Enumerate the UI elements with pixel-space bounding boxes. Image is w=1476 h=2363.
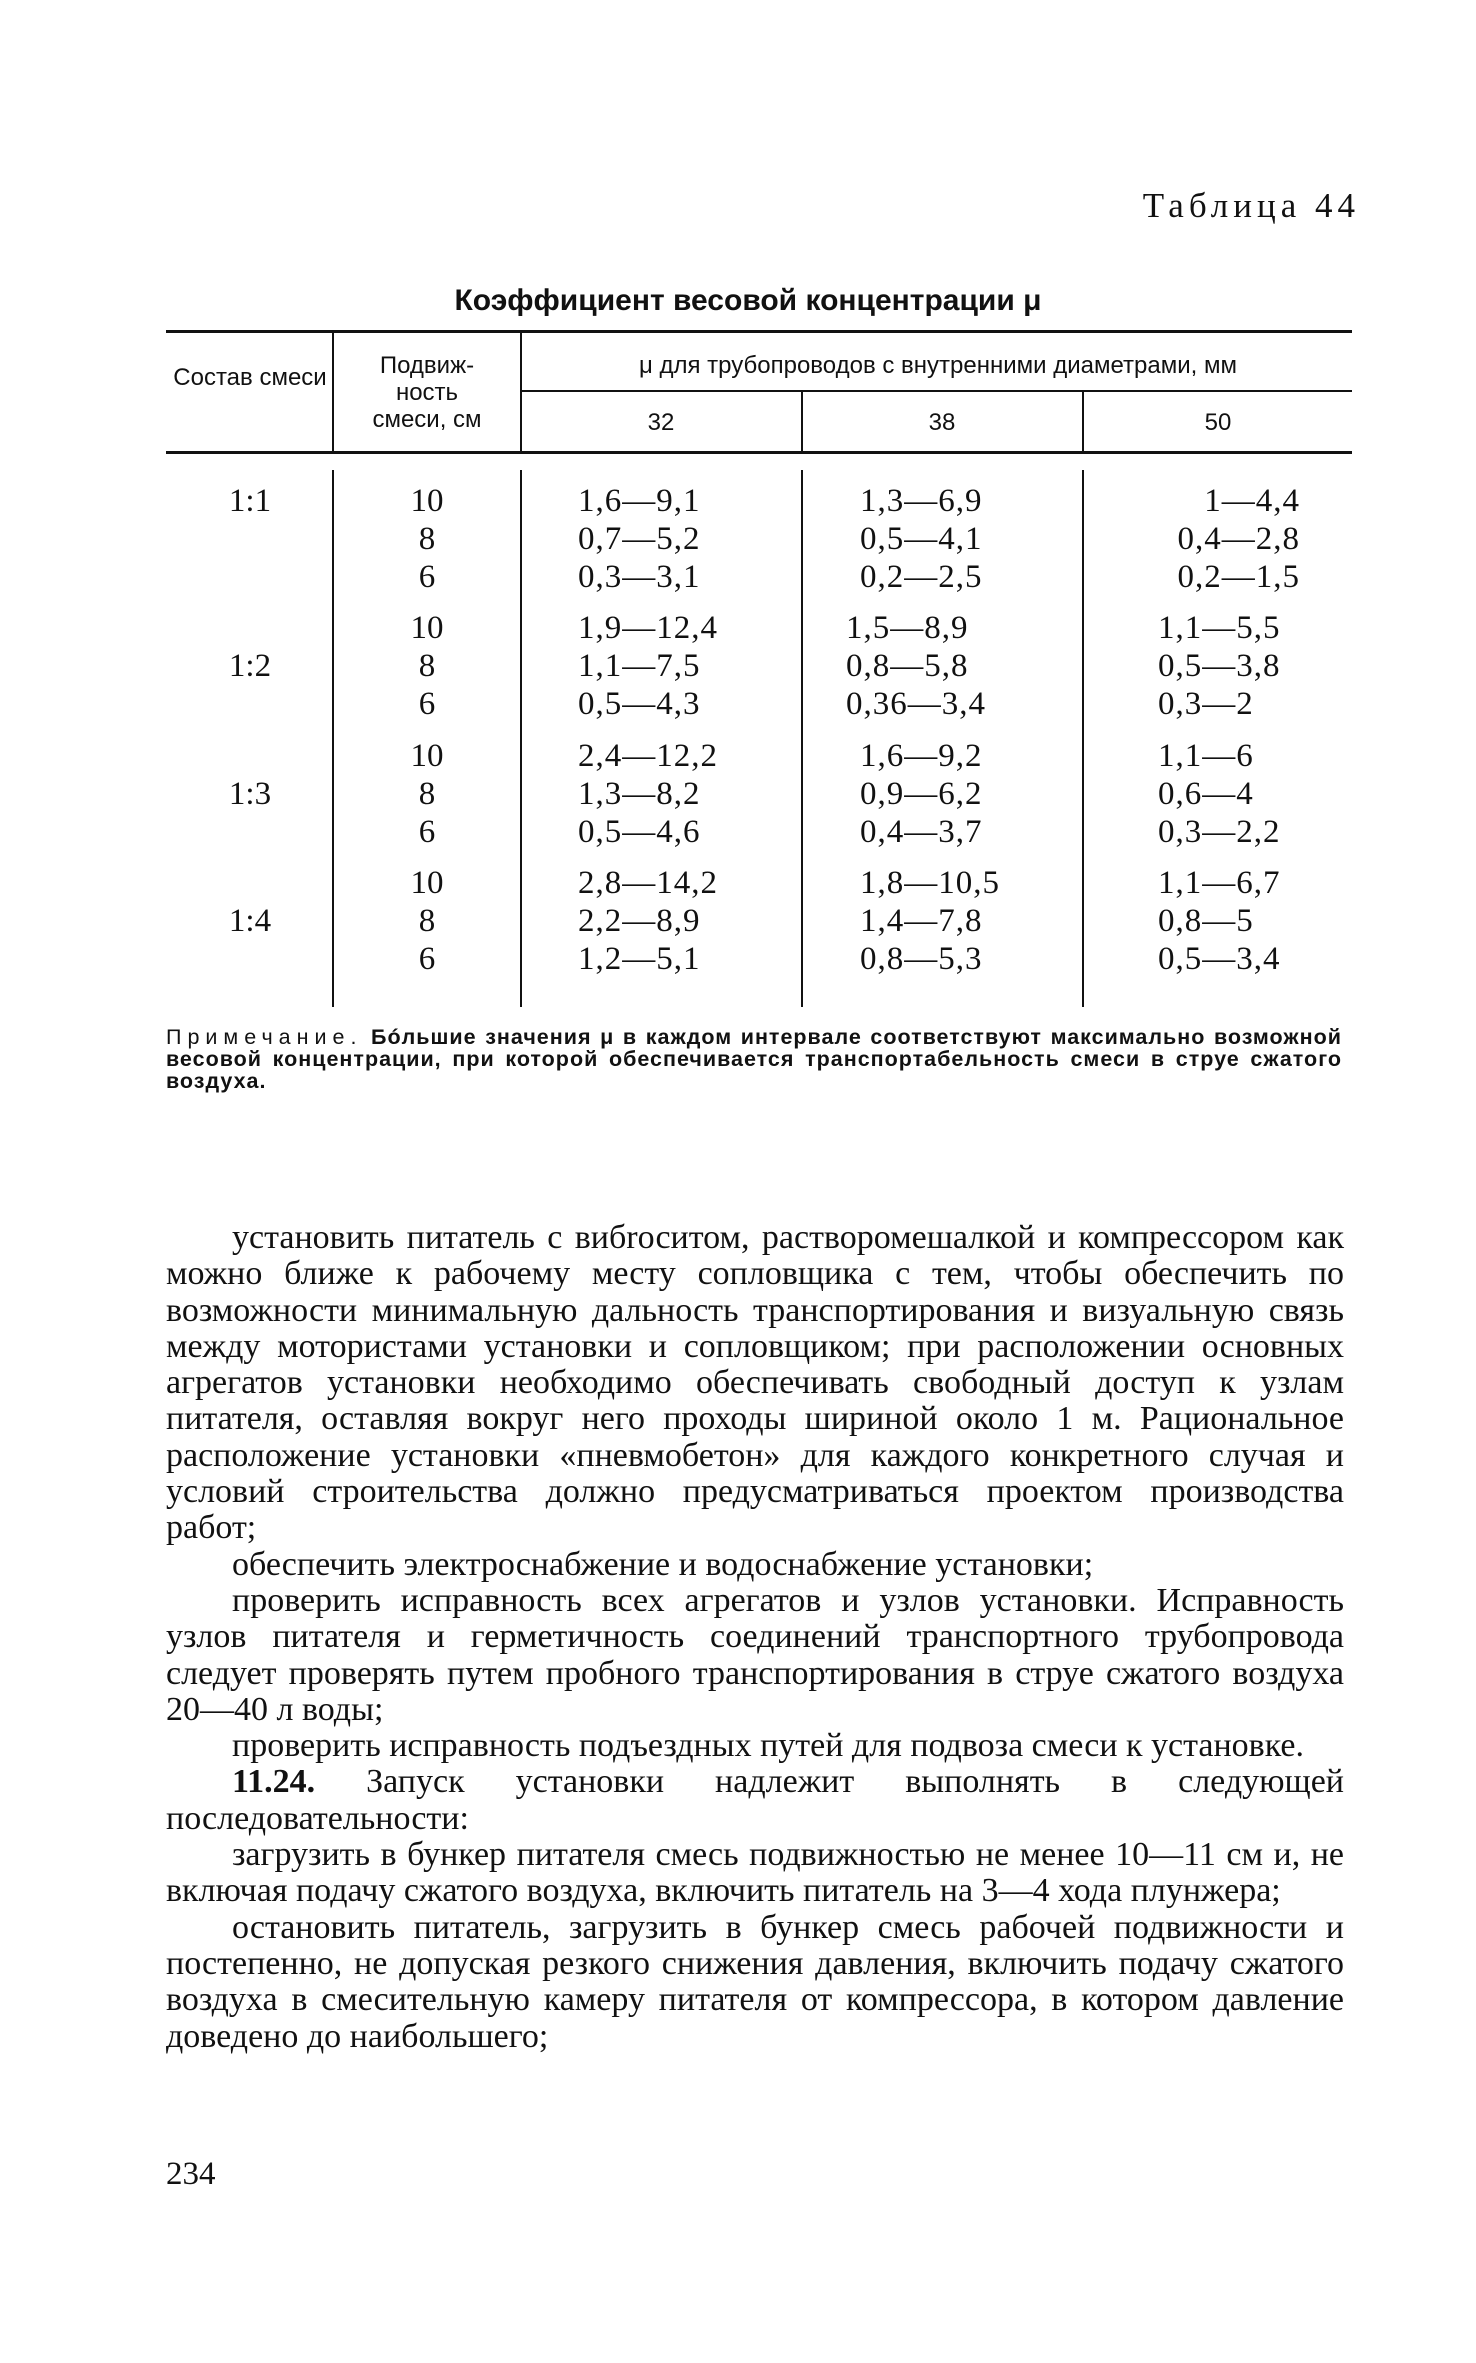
- row-d38: 1,3—6,9 0,5—4,1 0,2—2,5: [860, 483, 983, 595]
- paragraph: обеспечить электроснабжение и водоснабжение установки;: [232, 1545, 1094, 1583]
- row-d50: 1,1—6 0,6—4 0,3—2,2: [1158, 738, 1281, 850]
- row-mobility: 10 8 6: [410, 610, 444, 722]
- table-title: Коэффициент весовой концентрации μ: [454, 284, 1042, 317]
- row-d32: 2,8—14,2 2,2—8,9 1,2—5,1: [578, 865, 718, 977]
- body-divider-3: [801, 470, 803, 1007]
- header-d32: 32: [647, 409, 675, 436]
- subheader-rule: [522, 390, 1352, 392]
- row-mobility: 10 8 6: [410, 738, 444, 850]
- paragraph: [166, 1764, 1344, 1837]
- body-text: [166, 1220, 1344, 2055]
- row-composition: 1:1: [228, 483, 272, 519]
- row-d38: 1,5—8,9 0,8—5,8 0,36—3,4: [846, 610, 986, 722]
- row-composition: 1:3: [228, 776, 272, 812]
- row-d38: 1,8—10,5 1,4—7,8 0,8—5,3: [860, 865, 1000, 977]
- note-text: Бóльшие значения μ в каждом интервале соответствуют максимально возможной весовой концентрации, при которой обеспечивается транспортабельность смеси в струе сжатого воздуха.: [166, 1025, 1342, 1093]
- paragraph: установить питатель с вибrоситом, растворомешалкой и компрессором как можно ближе к рабочему месту сопловщика с тем, чтобы обеспечить по возможности минимальную дальность транспортирования и визуальную связь между мотористами установки и сопловщиком; при расположении основных агрегатов установки необходимо обеспечивать свободный доступ к узлам питателя, оставляя вокруг него проходы шириной около 1 м. Рациональное расположение установки «пневмобетон» для каждого конкретного случая и условий строительства должно предусматриваться проектом производства работ;: [166, 1219, 1344, 1547]
- row-d50: 1,1—5,5 0,5—3,8 0,3—2: [1158, 610, 1281, 722]
- row-d32: 1,9—12,4 1,1—7,5 0,5—4,3: [578, 610, 718, 722]
- body-divider-2: [520, 470, 522, 1007]
- page-number: 234: [166, 2156, 216, 2192]
- section-number: 11.24.: [232, 1763, 316, 1801]
- paragraph: загрузить в бункер питателя смесь подвижностью не менее 10—11 см и, не включая подачу сжатого воздуха, включить питатель на 3—4 хода плунжера;: [166, 1836, 1344, 1910]
- paragraph: остановить питатель, загрузить в бункер смесь рабочей подвижности и постепенно, не допуская резкого снижения давления, включить подачу сжатого воздуха в смесительную камеру питателя от компрессора, в котором давление доведено до наибольшего;: [166, 1908, 1344, 2055]
- note-label: Примечание.: [166, 1025, 363, 1049]
- row-composition: 1:2: [228, 648, 272, 684]
- row-d38: 1,6—9,2 0,9—6,2 0,4—3,7: [860, 738, 983, 850]
- row-d32: 1,6—9,1 0,7—5,2 0,3—3,1: [578, 483, 701, 595]
- row-composition: 1:4: [228, 903, 272, 939]
- row-d50: 1—4,4 0,4—2,8 0,2—1,5: [1177, 483, 1300, 595]
- row-d50: 1,1—6,7 0,8—5 0,5—3,4: [1158, 865, 1281, 977]
- header-bottom-rule: [166, 451, 1352, 454]
- section-text: Запуск установки надлежит выполнять в следующей последовательности:: [166, 1763, 1344, 1837]
- header-composition: Состав смеси: [173, 364, 327, 391]
- table-top-rule: [166, 330, 1352, 333]
- paragraph: проверить исправность всех агрегатов и узлов установки. Исправность узлов питателя и герметичность соединений транспортного трубопровода следует проверять путем пробного транспортирования в струе сжатого воздуха 20—40 л воды;: [166, 1581, 1344, 1728]
- header-d50: 50: [1204, 409, 1232, 436]
- header-d38: 38: [928, 409, 956, 436]
- table-number: Таблица 44: [1142, 186, 1360, 225]
- paragraph: проверить исправность подъездных путей для подвоза смеси к установке.: [232, 1727, 1304, 1765]
- header-mu-group: μ для трубопроводов с внутренними диаметрами, мм: [639, 352, 1237, 379]
- table-note: [166, 1026, 1342, 1092]
- row-d32: 2,4—12,2 1,3—8,2 0,5—4,6: [578, 738, 718, 850]
- body-divider-4: [1082, 470, 1084, 1007]
- header-mobility: Подвиж- ность смеси, см: [372, 352, 482, 433]
- row-mobility: 10 8 6: [410, 483, 444, 595]
- row-mobility: 10 8 6: [410, 865, 444, 977]
